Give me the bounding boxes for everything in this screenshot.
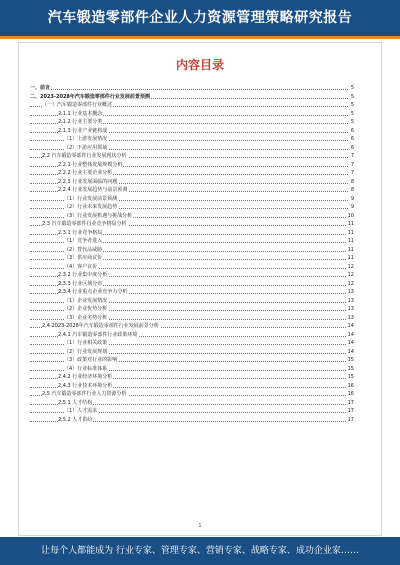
toc-entry[interactable] (30, 280, 354, 289)
toc-entry[interactable] (30, 237, 354, 246)
toc-entry[interactable] (30, 144, 354, 153)
toc-entry-label: （1）人才需求 (64, 408, 98, 414)
toc-entry[interactable] (30, 212, 354, 221)
toc-entry-page: 11 (347, 238, 354, 244)
table-of-contents (30, 84, 354, 424)
toc-leader-dots (30, 89, 348, 90)
toc-entry-label: 2.3.3 行业区域分布 (58, 280, 103, 287)
header-accent-stripe (0, 36, 400, 39)
toc-entry-page: 16 (347, 391, 354, 397)
toc-entry-page: 12 (347, 272, 354, 278)
toc-entry[interactable] (30, 220, 354, 229)
toc-entry[interactable] (30, 416, 354, 425)
toc-entry-page: 11 (347, 246, 354, 253)
toc-entry-label: （1）行业发展前景预测 (64, 195, 118, 202)
toc-entry-page: 14 (347, 348, 354, 355)
toc-entry-page: 17 (347, 399, 354, 406)
toc-entry[interactable] (30, 399, 354, 408)
toc-entry[interactable] (30, 203, 354, 212)
toc-entry-label: （3）企业劣势分析 (64, 314, 108, 321)
toc-entry-label: 2.4 2023-2028年汽车锻造零部件行业发展前景分析 (42, 323, 159, 329)
toc-entry-page: 7 (350, 170, 354, 176)
toc-entry-page: 10 (347, 212, 354, 219)
toc-entry[interactable] (30, 135, 354, 144)
toc-entry[interactable] (30, 373, 354, 382)
toc-entry-label: （2）下游应用领域 (64, 144, 108, 151)
toc-entry[interactable] (30, 356, 354, 365)
toc-entry[interactable] (30, 297, 354, 306)
toc-entry[interactable] (30, 127, 354, 136)
toc-entry[interactable] (30, 365, 354, 374)
toc-entry-label: 2.1.1 行业基本概念 (58, 110, 103, 117)
toc-entry-page: 7 (350, 161, 354, 168)
page-number: 1 (198, 523, 202, 529)
toc-heading: 内容目录 (175, 58, 224, 72)
toc-entry-label: 2.4.1 汽车锻造零部件行业政策环境 (58, 331, 138, 338)
toc-entry-label: （1）上游发展情况 (64, 136, 108, 142)
toc-entry-label: 2.3 汽车锻造零部件行业竞争格局分析 (42, 221, 127, 227)
toc-entry-page: 12 (347, 280, 354, 287)
toc-entry-label: （3）供应商议价 (64, 255, 103, 261)
toc-entry-label: （2）行业未来发展趋势 (64, 204, 118, 210)
toc-entry-label: 2.3.1 行业竞争格局 (58, 229, 103, 236)
toc-entry[interactable] (30, 382, 354, 391)
toc-entry[interactable] (30, 339, 354, 348)
toc-entry[interactable] (30, 161, 354, 170)
toc-entry-page: 8 (350, 178, 354, 185)
toc-entry[interactable] (30, 390, 354, 399)
toc-entry-label: 2.2 汽车锻造零部件行业发展现状分析 (42, 153, 127, 159)
toc-entry-label: 2.2.4 行业发展趋势与前景预测 (58, 187, 128, 193)
toc-entry[interactable] (30, 101, 354, 110)
toc-entry-label: （2）替代品威胁 (64, 246, 103, 253)
toc-entry-page: 5 (350, 102, 354, 108)
toc-entry[interactable] (30, 288, 354, 297)
toc-entry[interactable] (30, 314, 354, 323)
toc-entry-label: 2.5.2 人才供给 (58, 416, 93, 423)
toc-entry-page: 14 (347, 323, 354, 329)
toc-entry-page: 16 (347, 382, 354, 389)
toc-entry-label: 一、前言 (30, 85, 51, 91)
toc-entry-page: 15 (347, 357, 354, 363)
toc-entry-page: 5 (350, 119, 354, 125)
toc-entry[interactable] (30, 118, 354, 127)
toc-entry[interactable] (30, 263, 354, 272)
toc-entry-page: 11 (347, 229, 354, 236)
toc-entry[interactable] (30, 93, 354, 102)
toc-entry[interactable] (30, 186, 354, 195)
toc-entry-page: 5 (350, 93, 354, 100)
toc-entry-page: 7 (350, 153, 354, 159)
toc-entry-page: 9 (350, 204, 354, 210)
toc-entry-page: 6 (350, 144, 354, 151)
toc-entry-page: 13 (347, 297, 354, 304)
footer-slogan: 让每个人都能成为 行业专家、管理专家、营销专家、战略专家、成功企业家…… (41, 546, 359, 556)
toc-entry-label: 2.5 汽车锻造零部件行业人力资源分析 (42, 391, 127, 397)
toc-entry-page: 13 (347, 289, 354, 295)
toc-entry-label: 2.3.2 行业集中度分析 (58, 272, 108, 278)
toc-entry-label: 2.1.3 行业产业链构成 (58, 127, 108, 134)
toc-entry-page: 5 (350, 85, 354, 91)
toc-entry-page: 14 (347, 331, 354, 338)
toc-entry-page: 13 (347, 306, 354, 312)
toc-entry-label: 2.2.3 行业发展面临的问题 (58, 178, 118, 185)
toc-entry[interactable] (30, 246, 354, 255)
toc-entry[interactable] (30, 178, 354, 187)
toc-entry-label: （4）客户议价 (64, 263, 98, 270)
toc-entry[interactable] (30, 152, 354, 161)
toc-entry[interactable] (30, 195, 354, 204)
toc-entry-label: （1）企业发展情况 (64, 297, 108, 304)
toc-entry[interactable] (30, 407, 354, 416)
toc-entry-label: （3）政策对行业的影响 (64, 357, 118, 363)
toc-entry[interactable] (30, 348, 354, 357)
toc-entry-page: 13 (347, 314, 354, 321)
toc-entry[interactable] (30, 84, 354, 93)
toc-entry-page: 14 (347, 340, 354, 346)
toc-entry-page: 5 (350, 110, 354, 117)
toc-entry[interactable] (30, 305, 354, 314)
toc-entry-page: 6 (350, 136, 354, 142)
toc-entry[interactable] (30, 169, 354, 178)
toc-entry-label: 二、2023-2028年汽车锻造零部件行业发展前景预测 (30, 93, 150, 100)
toc-entry-page: 12 (347, 263, 354, 270)
toc-entry-label: （3）行业发展机遇与挑战分析 (64, 212, 133, 219)
toc-entry-page: 15 (347, 374, 354, 380)
toc-entry-page: 11 (347, 255, 354, 261)
toc-entry[interactable] (30, 110, 354, 119)
report-title: 汽车锻造零部件企业人力资源管理策略研究报告 (47, 10, 353, 26)
toc-entry-label: （4）行业标准体系 (64, 365, 108, 372)
toc-entry-label: （2）企业优势分析 (64, 306, 108, 312)
toc-entry-page: 8 (350, 187, 354, 193)
toc-entry-label: 2.4.3 行业技术环境分析 (58, 382, 113, 389)
toc-entry-page: 6 (350, 127, 354, 134)
toc-entry-page: 11 (347, 221, 354, 227)
toc-entry-label: 2.4.2 行业经济环境分析 (58, 374, 113, 380)
toc-entry-page: 15 (347, 365, 354, 372)
toc-entry-label: （2）行业发展规划 (64, 348, 108, 355)
toc-entry[interactable] (30, 271, 354, 280)
toc-entry[interactable] (30, 331, 354, 340)
toc-entry-page: 17 (347, 416, 354, 423)
toc-entry-label: 2.3.4 行业重点企业竞争力分析 (58, 289, 128, 295)
toc-entry-label: （1）竞争者进入 (64, 238, 103, 244)
toc-entry-label: 2.2.2 行业主要企业分析 (58, 170, 113, 176)
toc-entry-label: 2.2.1 行业整体发展规模分析 (58, 161, 123, 168)
toc-entry-page: 9 (350, 195, 354, 202)
toc-entry-label: 2.5.1 人才结构 (58, 399, 93, 406)
toc-entry-label: （一）汽车锻造零部件行业概述 (42, 102, 113, 108)
toc-entry-label: 2.1.2 行业主要分类 (58, 119, 103, 125)
toc-entry[interactable] (30, 322, 354, 331)
toc-entry-label: （1）行业相关政策 (64, 340, 108, 346)
toc-entry-page: 17 (347, 408, 354, 414)
toc-entry[interactable] (30, 254, 354, 263)
toc-entry[interactable] (30, 229, 354, 238)
